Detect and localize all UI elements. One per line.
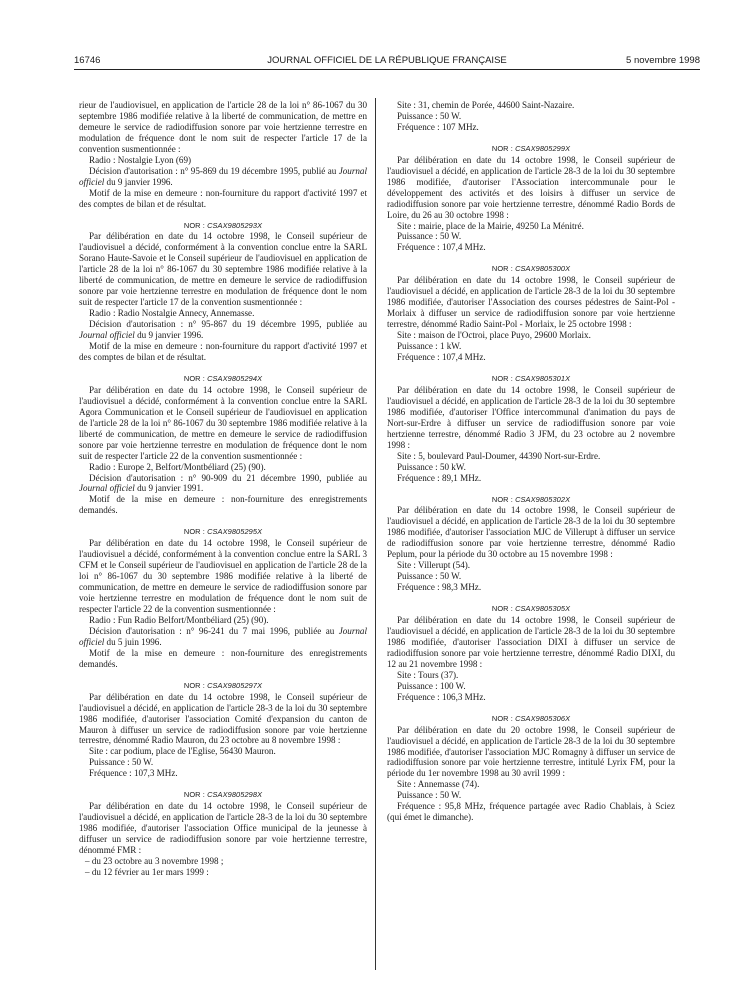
nor-reference: NOR : CSAX9805294X — [183, 373, 263, 383]
frequency-line: Fréquence : 98,3 MHz. — [397, 582, 482, 593]
power-line: Puissance : 100 W. — [397, 680, 466, 691]
motif-line: Motif de la mise en demeure : non-fourniture du rapport d'activité 1997 et des comptes de bilan et de résultat. — [79, 341, 367, 362]
deliberation-paragraph: Par délibération en date du 14 octobre 1998, le Conseil supérieur de l'audiovisuel a décidé, en application de l'article 28-3 de la loi du 30 septembre 1986 modifiée, d'autoriser l'association MJC de Villerupt à diffuser un service de radiodiffusion sonore par voie hertzienne terrestre, dénommé Radio Peplum, pour la période du 30 octobre au 15 novembre 1998 : — [387, 505, 675, 560]
decision-line: Décision d'autorisation : n° 96-241 du 7 mai 1996, publiée au Journal officiel du 5 juin 1996. — [79, 625, 367, 647]
journal-title: JOURNAL OFFICIEL DE LA RÉPUBLIQUE FRANÇAISE — [267, 55, 507, 66]
header-rule — [74, 69, 700, 70]
radio-line: Radio : Radio Nostalgie Annecy, Annemasse. — [89, 308, 255, 319]
radio-line: Radio : Europe 2, Belfort/Montbéliard (25) (90). — [89, 461, 266, 472]
nor-reference: NOR : CSAX9805305X — [491, 604, 571, 614]
site-line: Site : Villerupt (54). — [397, 560, 471, 571]
deliberation-paragraph: Par délibération en date du 14 octobre 1998, le Conseil supérieur de l'audiovisuel a décidé, en application de l'article 28-3 de la loi du 30 septembre 1986 modifiée, d'autoriser l'Office intercommunal d'animation du pays de Nort-sur-Erdre à diffuser un service de radiodiffusion sonore par voie hertzienne terrestre, dénommé Radio 3 JFM, du 23 octobre au 2 novembre 1998 : — [387, 384, 675, 450]
page-number: 16746 — [74, 55, 101, 66]
decision-line: Décision d'autorisation : n° 95-867 du 19 décembre 1995, publiée au Journal officiel du 9 janvier 1996. — [79, 319, 367, 341]
deliberation-paragraph: Par délibération en date du 14 octobre 1998, le Conseil supérieur de l'audiovisuel a décidé, conformément à la convention conclue entre la SARL Sorano Haute-Savoie et le Conseil supérieur de l'audiovisuel en application de l'article 28 de la loi n° 86-1067 du 30 septembre 1986 modifiée relative à la liberté de communication, de mettre en demeure le service de radiodiffusion sonore par voie hertzienne terrestre en modulation de fréquence dont le nom suit de respecter l'article 17 de la convention susmentionnée : — [79, 231, 367, 308]
power-line: Puissance : 50 W. — [397, 790, 462, 801]
nor-reference: NOR : CSAX9805302X — [491, 494, 571, 504]
frequency-line: Fréquence : 95,8 MHz, fréquence partagée avec Radio Chablais, à Sciez (qui émet le dimanche). — [387, 801, 675, 823]
radio-line: Radio : Fun Radio Belfort/Montbéliard (25) (90). — [89, 614, 269, 625]
power-line: Puissance : 50 W. — [397, 571, 462, 582]
power-line: Puissance : 50 W. — [397, 110, 462, 121]
right-column — [387, 100, 675, 823]
page-header — [74, 55, 700, 69]
frequency-line: Fréquence : 106,3 MHz. — [397, 691, 486, 702]
site-line: Site : car podium, place de l'Eglise, 56430 Mauron. — [89, 746, 276, 757]
power-line: Puissance : 1 kW. — [397, 341, 462, 352]
period-item: – du 12 février au 1er mars 1999 : — [85, 866, 209, 877]
decision-line: Décision d'autorisation : n° 90-909 du 21 décembre 1990, publiée au Journal officiel du 9 janvier 1991. — [79, 472, 367, 494]
nor-reference: NOR : CSAX9805299X — [491, 143, 571, 153]
nor-reference: NOR : CSAX9805306X — [491, 713, 571, 723]
site-line: Site : Annemasse (74). — [397, 779, 480, 790]
nor-reference: NOR : CSAX9805297X — [183, 680, 263, 690]
period-item: – du 23 octobre au 3 novembre 1998 ; — [85, 856, 224, 866]
left-column — [79, 100, 367, 878]
deliberation-paragraph: Par délibération en date du 14 octobre 1998, le Conseil supérieur de l'audiovisuel a décidé, en application de l'article 28-3 de la loi du 30 septembre 1986 modifiée, d'autoriser l'association Comité d'expansion du canton de Mauron à diffuser un service de radiodiffusion sonore par voie hertzienne terrestre, dénommé Radio Mauron, du 23 octobre au 8 novembre 1998 : — [79, 691, 367, 746]
site-line: Site : 5, boulevard Paul-Doumer, 44390 Nort-sur-Erdre. — [397, 450, 601, 461]
frequency-line: Fréquence : 107,4 MHz. — [397, 352, 486, 363]
decision-line: Décision d'autorisation : n° 95-869 du 19 décembre 1995, publié au Journal officiel du 9 janvier 1996. — [79, 165, 367, 187]
frequency-line: Fréquence : 89,1 MHz. — [397, 472, 482, 483]
motif-line: Motif de la mise en demeure : non-fourniture des enregistrements demandés. — [79, 647, 367, 669]
frequency-line: Fréquence : 107,4 MHz. — [397, 242, 486, 253]
frequency-line: Fréquence : 107,3 MHz. — [89, 768, 178, 779]
power-line: Puissance : 50 W. — [89, 757, 154, 768]
power-line: Puissance : 50 W. — [397, 231, 462, 242]
deliberation-paragraph: Par délibération en date du 14 octobre 1998, le Conseil supérieur de l'audiovisuel a décidé, en application de l'article 28-3 de la loi du 30 septembre 1986 modifiée, d'autoriser l'association DIXI à diffuser un service de radiodiffusion sonore par voie hertzienne terrestre, dénommé Radio DIXI, du 12 au 21 novembre 1998 : — [387, 615, 675, 669]
site-line: Site : Tours (37). — [397, 669, 459, 680]
deliberation-paragraph: Par délibération en date du 14 octobre 1998, le Conseil supérieur de l'audiovisuel a décidé, conformément à la convention conclue entre la SARL 3 CFM et le Conseil supérieur de l'audiovisuel en application de l'article 28 de la loi n° 86-1067 du 30 septembre 1986 modifiée relative à la liberté de communication, de mettre en demeure le service de radiodiffusion sonore par voie hertzienne terrestre en modulation de fréquence dont le nom suit de respecter l'article 22 de la convention susmentionnée : — [79, 538, 367, 614]
site-line: Site : 31, chemin de Porée, 44600 Saint-Nazaire. — [397, 100, 575, 110]
column-divider — [375, 98, 376, 970]
nor-reference: NOR : CSAX9805300X — [491, 264, 571, 274]
nor-reference: NOR : CSAX9805298X — [183, 790, 263, 800]
frequency-line: Fréquence : 107 MHz. — [397, 121, 479, 132]
motif-line: Motif de la mise en demeure : non-fourniture des enregistrements demandés. — [79, 494, 367, 516]
deliberation-paragraph: Par délibération en date du 14 octobre 1998, le Conseil supérieur de l'audiovisuel a décidé, en application de l'article 28-3 de la loi du 30 septembre 1986 modifiée, d'autoriser l'association Office municipal de la jeunesse à diffuser un service de radiodiffusion sonore par voie hertzienne terrestre, dénommé FMR : — [79, 801, 367, 856]
motif-line: Motif de la mise en demeure : non-fourniture du rapport d'activité 1997 et des comptes de bilan et de résultat. — [79, 187, 367, 209]
deliberation-paragraph: Par délibération en date du 14 octobre 1998, le Conseil supérieur de l'audiovisuel a décidé, en application de l'article 28-3 de la loi du 30 septembre 1986 modifiée, d'autoriser l'Association intercommunale pour le développement des activités et des loisirs à diffuser un service de radiodiffusion sonore par voie hertzienne terrestre, dénommé Radio Bords de Loire, du 26 au 30 octobre 1998 : — [387, 154, 675, 220]
deliberation-paragraph: Par délibération en date du 14 octobre 1998, le Conseil supérieur de l'audiovisuel a décidé, en application de l'article 28-3 de la loi du 30 septembre 1986 modifiée, d'autoriser l'Association des courses pédestres de Saint-Pol - Morlaix à diffuser un service de radiodiffusion sonore par voie hertzienne terrestre, dénommé Radio Saint-Pol - Morlaix, le 25 octobre 1998 : — [387, 275, 675, 330]
nor-reference: NOR : CSAX9805301X — [491, 373, 571, 383]
site-line: Site : mairie, place de la Mairie, 49250 La Ménitré. — [397, 220, 584, 231]
nor-reference: NOR : CSAX9805293X — [183, 220, 263, 230]
site-line: Site : maison de l'Octroi, place Puyo, 29600 Morlaix. — [397, 330, 591, 341]
continuation-paragraph: rieur de l'audiovisuel, en application de l'article 28 de la loi n° 86-1067 du 30 septembre 1986 modifiée relative à la liberté de communication, de mettre en demeure le service de radiodiffusion sonore par voie hertzienne terrestre en modulation de fréquence dont le nom suit de respecter l'article 17 de la convention susmentionnée : — [79, 100, 367, 154]
radio-line: Radio : Nostalgie Lyon (69) — [89, 154, 192, 165]
issue-date: 5 novembre 1998 — [626, 55, 700, 66]
nor-reference: NOR : CSAX9805295X — [183, 527, 263, 537]
deliberation-paragraph: Par délibération en date du 14 octobre 1998, le Conseil supérieur de l'audiovisuel a décidé, conformément à la convention conclue entre la SARL Agora Communication et le Conseil supérieur de l'audiovisuel en application de l'article 28 de la loi n° 86-1067 du 30 septembre 1986 modifiée relative à la liberté de communication, de mettre en demeure le service de radiodiffusion sonore par voie hertzienne terrestre en modulation de fréquence dont le nom suit de respecter l'article 22 de la convention susmentionnée : — [79, 384, 367, 461]
deliberation-paragraph: Par délibération en date du 20 octobre 1998, le Conseil supérieur de l'audiovisuel a décidé, en application de l'article 28-3 de la loi du 30 septembre 1986 modifiée, d'autoriser l'association MJC Romagny à diffuser un service de radiodiffusion sonore par voie hertzienne terrestre, intitulé Lyrix FM, pour la période du 1er novembre 1998 au 30 avril 1999 : — [387, 724, 675, 779]
power-line: Puissance : 50 kW. — [397, 461, 466, 472]
